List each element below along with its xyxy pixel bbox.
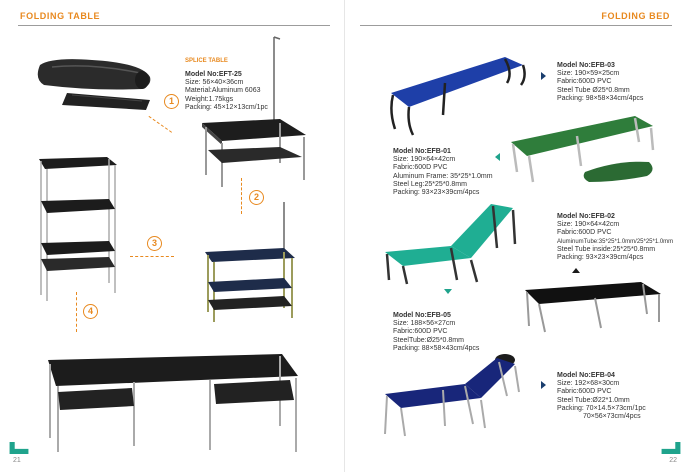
page-header-folding-table: FOLDING TABLE	[20, 11, 101, 21]
spec-efb-02	[557, 213, 673, 262]
bed-efb-04-image	[381, 350, 531, 440]
step-2-badge: 2	[249, 190, 264, 205]
model-label: Model No:EFT-25	[185, 71, 242, 78]
spec-line: Size: 190×59×25cm	[557, 70, 620, 78]
spec-line: Steel Tube inside:25*25*0.8mm	[557, 245, 656, 253]
step-1-dash	[149, 105, 180, 133]
step-4-badge: 4	[83, 304, 98, 319]
bed-efb-03-image	[387, 55, 527, 135]
spec-line: Size: 190×64×42cm	[557, 221, 620, 229]
shelf-table-image	[200, 200, 300, 325]
spec-line: 70×56×73cm/4pcs	[583, 413, 641, 421]
spec-line: Aluminum Frame: 35*25*1.0mm	[393, 172, 493, 180]
spec-line: SteelTube:Ø25*0.8mm	[393, 336, 464, 344]
bed-efb-01-image	[507, 112, 657, 187]
model-label: Model No:EFB-03	[557, 62, 615, 69]
spec-line: Steel Leg:25*25*0.8mm	[393, 180, 467, 188]
spec-line: Size: 192×68×30cm	[557, 380, 620, 388]
model-label: Model No:EFB-02	[557, 213, 615, 220]
bed-efb-02-image	[381, 200, 521, 288]
triangle-right-icon	[541, 72, 546, 80]
spec-line: Steel Tube:Ø22*1.0mm	[557, 396, 630, 404]
spec-line: Packing: 98×58×34cm/4pcs	[557, 94, 644, 102]
header-rule	[18, 25, 330, 26]
page-header-folding-bed: FOLDING BED	[601, 11, 670, 21]
carry-bag-image	[32, 55, 157, 115]
bed-efb-05-image	[521, 278, 665, 334]
spec-line: Size: 188×56×27cm	[393, 320, 456, 328]
page-number-right: 22	[669, 457, 677, 464]
corner-mark-icon	[660, 442, 682, 454]
header-rule	[360, 25, 672, 26]
triangle-left-icon	[495, 153, 500, 161]
spec-line: Packing: 70×14.5×73cm/1pc	[557, 404, 646, 412]
right-page	[345, 0, 690, 472]
spec-efb-05	[393, 312, 479, 353]
spec-line: Packing: 93×23×39cm/4pcs	[557, 254, 644, 262]
spec-line: Packing: 93×23×39cm/4pcs	[393, 189, 480, 197]
model-label: Model No:EFB-04	[557, 372, 615, 379]
spec-efb-03	[557, 62, 643, 103]
triangle-right-icon	[541, 381, 546, 389]
page-number-left: 21	[13, 457, 21, 464]
corner-mark-icon	[8, 442, 30, 454]
splice-long-table-image	[42, 352, 302, 457]
spec-efb-01	[393, 148, 493, 197]
spec-line: Size: 190×64×42cm	[393, 156, 456, 164]
triangle-up-icon	[572, 268, 580, 273]
spec-efb-04	[557, 372, 646, 421]
splice-table-label: SPLICE TABLE	[185, 58, 228, 64]
model-label: Model No:EFB-01	[393, 148, 451, 155]
step-4-dash	[76, 292, 77, 332]
spec-line: AluminumTube:35*25*1.0mm/25*25*1.0mm	[557, 238, 674, 245]
step-3-badge: 3	[147, 236, 162, 251]
step-1-badge: 1	[164, 94, 179, 109]
spec-line: Fabric:600D PVC	[557, 229, 612, 237]
three-tier-table-image	[35, 155, 125, 303]
spec-line: Weight:1.75kgs	[185, 95, 234, 103]
step-3-dash	[130, 256, 174, 257]
spec-line: Material:Aluminum 6063	[185, 87, 261, 95]
spec-line: Steel Tube Ø25*0.8mm	[557, 86, 630, 94]
spec-line: Fabric:600D PVC	[393, 164, 448, 172]
spec-line: Size: 56×40×36cm	[185, 79, 244, 87]
spec-line: Packing: 45×12×13cm/1pc	[185, 103, 268, 111]
single-table-image	[200, 35, 310, 190]
spec-line: Packing: 88×58×43cm/4pcs	[393, 344, 480, 352]
spec-line: Fabric:600D PVC	[557, 388, 612, 396]
model-label: Model No:EFB-05	[393, 312, 451, 319]
spec-line: Fabric:600D PVC	[557, 78, 612, 86]
triangle-down-icon	[444, 289, 452, 294]
spec-line: Fabric:600D PVC	[393, 328, 448, 336]
